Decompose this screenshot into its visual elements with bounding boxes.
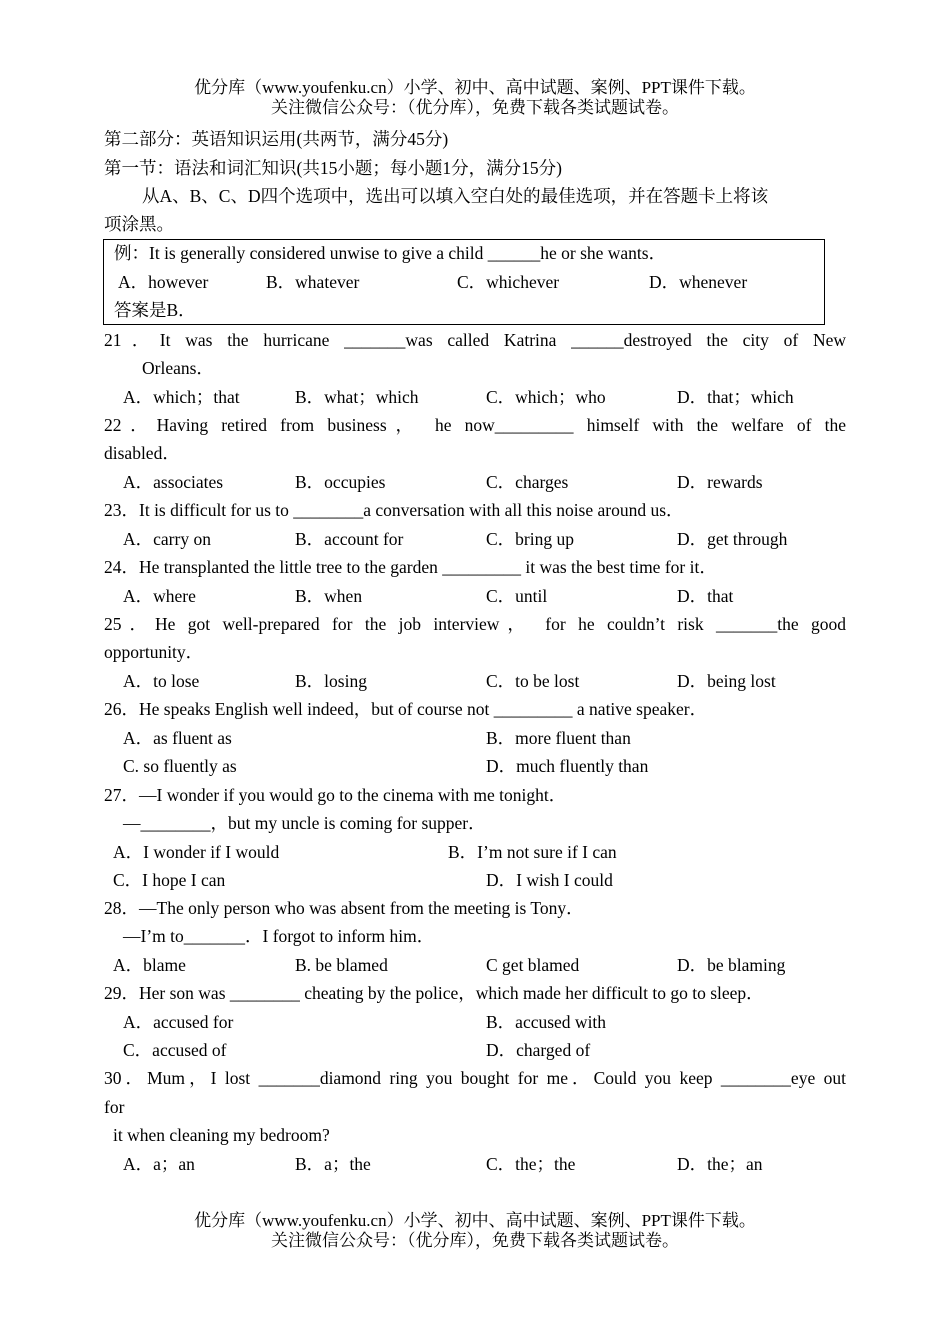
q21-option-b: B．what；which	[295, 387, 419, 407]
q27-option-c: C．I hope I can	[113, 870, 226, 890]
footer-line-1: 优分库（www.youfenku.cn）小学、初中、高中试题、案例、PPT课件下载。	[194, 1211, 756, 1230]
q24-option-d: D．that	[677, 586, 734, 606]
q23-option-b: B．account for	[295, 529, 404, 549]
q22-option-b: B．occupies	[295, 472, 386, 492]
q29-option-d: D．charged of	[486, 1040, 591, 1060]
q21-option-d: D．that；which	[677, 387, 794, 407]
q25-option-a: A．to lose	[123, 671, 200, 691]
q23-option-a: A．carry on	[123, 529, 211, 549]
q24-option-a: A．where	[123, 586, 196, 606]
q26-option-a: A．as fluent as	[123, 728, 232, 748]
question-26-text: 26．He speaks English well indeed，but of course not _________ a native speaker．	[104, 699, 708, 719]
q28-option-a: A．blame	[113, 955, 186, 975]
q27-option-d: D．I wish I could	[486, 870, 613, 890]
example-question: 例：It is generally considered unwise to give a child ______he or she wants．	[114, 243, 667, 263]
example-option-d: D．whenever	[649, 272, 748, 292]
q24-option-c: C．until	[486, 586, 548, 606]
question-25-text: 25．He got well-prepared for the job interview， for he couldn’t risk _______the good	[104, 614, 846, 634]
question-22-text-cont: disabled．	[104, 443, 180, 463]
q24-option-b: B．when	[295, 586, 363, 606]
instruction-line-2: 项涂黑。	[104, 214, 174, 234]
header-line-1: 优分库（www.youfenku.cn）小学、初中、高中试题、案例、PPT课件下载。	[194, 78, 756, 97]
question-21-text: 21．It was the hurricane _______was called Katrina ______destroyed the city of New	[104, 330, 846, 350]
example-answer: 答案是B．	[114, 300, 196, 320]
q30-option-d: D．the；an	[677, 1154, 763, 1174]
q23-option-c: C．bring up	[486, 529, 574, 549]
q29-option-c: C．accused of	[123, 1040, 227, 1060]
q26-option-c: C. so fluently as	[123, 756, 237, 776]
question-22-text: 22．Having retired from business， he now_________ himself with the welfare of the	[104, 415, 846, 435]
question-29-text: 29．Her son was ________ cheating by the police，which made her difficult to go to sleep．	[104, 983, 764, 1003]
q22-option-d: D．rewards	[677, 472, 763, 492]
example-option-c: C．whichever	[457, 272, 560, 292]
header-line-2: 关注微信公众号：（优分库），免费下载各类试题试卷。	[271, 98, 679, 117]
footer-line-2: 关注微信公众号：（优分库），免费下载各类试题试卷。	[271, 1231, 679, 1250]
q23-option-d: D．get through	[677, 529, 788, 549]
question-21-text-cont: Orleans．	[142, 358, 214, 378]
question-28-text: 28．—The only person who was absent from the meeting is Tony．	[104, 898, 584, 918]
q25-option-c: C．to be lost	[486, 671, 580, 691]
q30-option-b: B．a；the	[295, 1154, 371, 1174]
q28-option-b: B. be blamed	[295, 955, 388, 975]
q22-option-a: A．associates	[123, 472, 224, 492]
q29-option-a: A．accused for	[123, 1012, 234, 1032]
question-24-text: 24．He transplanted the little tree to the garden _________ it was the best time for it．	[104, 557, 717, 577]
example-option-b: B．whatever	[266, 272, 360, 292]
q27-option-a: A．I wonder if I would	[113, 842, 280, 862]
q26-option-b: B．more fluent than	[486, 728, 631, 748]
q30-option-a: A．a；an	[123, 1154, 195, 1174]
question-25-text-cont: opportunity．	[104, 642, 204, 662]
q30-option-c: C．the；the	[486, 1154, 576, 1174]
question-30-text-cont-2: it when cleaning my bedroom?	[113, 1125, 330, 1145]
question-27-text: 27．—I wonder if you would go to the cinema with me tonight．	[104, 785, 567, 805]
q25-option-b: B．losing	[295, 671, 367, 691]
question-23-text: 23．It is difficult for us to ________a conversation with all this noise around us．	[104, 500, 684, 520]
question-27-text-cont: —________，but my uncle is coming for supper．	[123, 813, 486, 833]
question-28-text-cont: —I’m to_______．I forgot to inform him．	[123, 926, 435, 946]
q21-option-a: A．which；that	[123, 387, 240, 407]
q29-option-b: B．accused with	[486, 1012, 607, 1032]
instruction-line-1: 从A、B、C、D四个选项中，选出可以填入空白处的最佳选项，并在答题卡上将该	[142, 186, 769, 206]
q21-option-c: C．which；who	[486, 387, 606, 407]
q22-option-c: C．charges	[486, 472, 569, 492]
example-option-a: A．however	[118, 272, 209, 292]
question-30-text: 30．Mum，I lost _______diamond ring you bought for me．Could you keep ________eye out	[104, 1068, 846, 1088]
q28-option-c: C get blamed	[486, 955, 580, 975]
q27-option-b: B．I’m not sure if I can	[448, 842, 617, 862]
part-title: 第二部分：英语知识运用(共两节，满分45分)	[104, 129, 449, 149]
q26-option-d: D．much fluently than	[486, 756, 649, 776]
q28-option-d: D．be blaming	[677, 955, 786, 975]
q25-option-d: D．being lost	[677, 671, 776, 691]
question-30-text-cont: for	[104, 1097, 125, 1117]
section-title: 第一节：语法和词汇知识(共15小题；每小题1分，满分15分)	[104, 158, 562, 178]
